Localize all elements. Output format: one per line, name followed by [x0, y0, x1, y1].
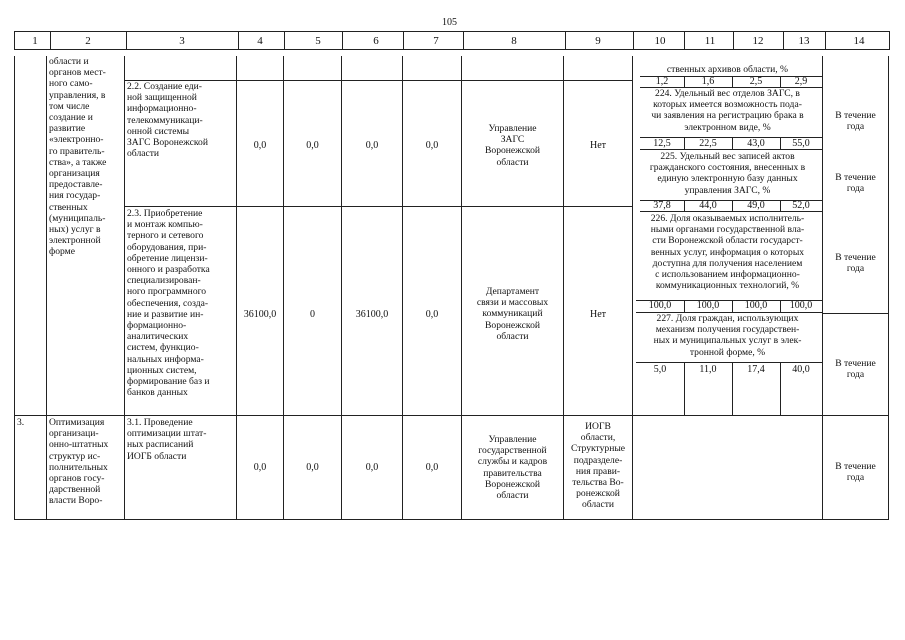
task-3-title: Оптимизация организаци- онно-штатных структур ис- полнительных органов госу- дарственной власти Воро-	[49, 417, 109, 507]
r3-col4: 0,0	[253, 462, 267, 473]
i227-val-1: 5,0	[653, 364, 667, 375]
r23-col6: 36100,0	[355, 309, 389, 320]
indicator-cont-label: ственных архивов области, %	[666, 64, 789, 75]
header-col-1: 1	[32, 35, 38, 47]
r3-term: В течение года	[835, 461, 876, 484]
r23-col4: 36100,0	[243, 309, 277, 320]
page-number: 105	[442, 17, 457, 28]
cont-val-2: 1,6	[701, 76, 715, 87]
r22-col7: 0,0	[425, 140, 439, 151]
header-col-14: 14	[853, 35, 865, 47]
i225-val-2: 44,0	[699, 200, 717, 211]
indicator-227-label: 227. Доля граждан, использующих механизм получения государствен- ных и муниципальных услуг в элек- тронной форме, %	[653, 313, 802, 358]
header-bottom-line	[14, 49, 890, 50]
i227-val-2: 11,0	[699, 364, 717, 375]
i227-val-3: 17,4	[747, 364, 765, 375]
i226-val-1: 100,0	[648, 300, 672, 311]
header-col-2: 2	[85, 35, 91, 47]
i225-term: В течение года	[835, 172, 876, 195]
i224-val-4: 55,0	[792, 138, 810, 149]
r22-col4: 0,0	[253, 140, 267, 151]
r23-executor: Департамент связи и массовых коммуникаций Воронежской области	[476, 286, 549, 342]
i224-term: В течение года	[835, 110, 876, 133]
i224-val-2: 22,5	[699, 138, 717, 149]
measure-2-2-name: 2.2. Создание еди- ной защищенной информационно- телекоммуникаци- онной системы ЗАГС Воронежской области	[127, 81, 208, 160]
indicator-225-label: 225. Удельный вес записей актов гражданского состояния, внесенных в единую электронную базу данных управления ЗАГС, %	[649, 151, 806, 196]
r22-col6: 0,0	[365, 140, 379, 151]
header-col-10: 10	[654, 35, 666, 47]
r23-col9: Нет	[589, 309, 607, 320]
header-col-3: 3	[179, 35, 185, 47]
task-description-continued: области и органов мест- ного само- управления, в том числе создание и развитие «электронно- го правитель- ства», а также организация предоставле- ния государ- ственных (муниципаль- ных) услуг в электронной форме	[49, 56, 107, 258]
r22-executor: Управление ЗАГС Воронежской области	[485, 123, 540, 168]
cont-val-4: 2,9	[794, 76, 808, 87]
indicator-224-label: 224. Удельный вес отделов ЗАГС, в которых имеется возможность пода- чи заявления на регистрацию брака в электронном виде, %	[651, 88, 804, 133]
r3-col9: ИОГВ области, Структурные подразделе- ния прави- тельства Во- ронежской области	[570, 421, 626, 511]
cont-val-1: 1,2	[655, 76, 669, 87]
i226-val-2: 100,0	[696, 300, 720, 311]
r3-col7: 0,0	[425, 462, 439, 473]
header-top-line	[14, 31, 890, 32]
r22-col9: Нет	[589, 140, 607, 151]
header-col-4: 4	[257, 35, 263, 47]
r23-col5: 0	[310, 309, 315, 320]
header-col-12: 12	[752, 35, 764, 47]
r22-col5: 0,0	[306, 140, 319, 151]
header-col-9: 9	[595, 35, 601, 47]
r23-col7: 0,0	[425, 309, 439, 320]
i226-val-3: 100,0	[744, 300, 768, 311]
cont-val-3: 2,5	[749, 76, 763, 87]
header-col-6: 6	[373, 35, 379, 47]
measure-2-3-name: 2.3. Приобретение и монтаж компью- терного и сетевого оборудования, при- обретение лицензи- онного и разработка специализирован- ного программного обеспечения, созда- ние и развитие ин- формационно- аналитических систем, функцио- нальных информа- ционных систем, формирование баз и банков данных	[127, 208, 210, 399]
header-col-8: 8	[511, 35, 517, 47]
r3-col5: 0,0	[306, 462, 319, 473]
i225-val-1: 37,8	[653, 200, 671, 211]
i227-term: В течение года	[835, 358, 876, 381]
header-col-5: 5	[315, 35, 321, 47]
header-col-11: 11	[704, 35, 716, 47]
indicator-226-label: 226. Доля оказываемых исполнитель- ными органами государственной вла- сти Воронежской области государст- венных услуг, информация о которых доступна для получения населением с использованием информационно- коммуникационных технологий, %	[650, 213, 805, 292]
r3-col6: 0,0	[365, 462, 379, 473]
header-col-7: 7	[433, 35, 439, 47]
i224-val-1: 12,5	[653, 138, 671, 149]
i226-term: В течение года	[835, 252, 876, 275]
i225-val-4: 52,0	[792, 200, 810, 211]
i227-val-4: 40,0	[792, 364, 810, 375]
i226-val-4: 100,0	[789, 300, 813, 311]
r3-executor: Управление государственной службы и кадров правительства Воронежской области	[477, 434, 548, 502]
measure-3-1-name: 3.1. Проведение оптимизации штат- ных расписаний ИОГБ области	[127, 417, 207, 462]
header-col-13: 13	[798, 35, 810, 47]
i225-val-3: 49,0	[747, 200, 765, 211]
row-3-number: 3.	[17, 417, 25, 428]
i224-val-3: 43,0	[747, 138, 765, 149]
